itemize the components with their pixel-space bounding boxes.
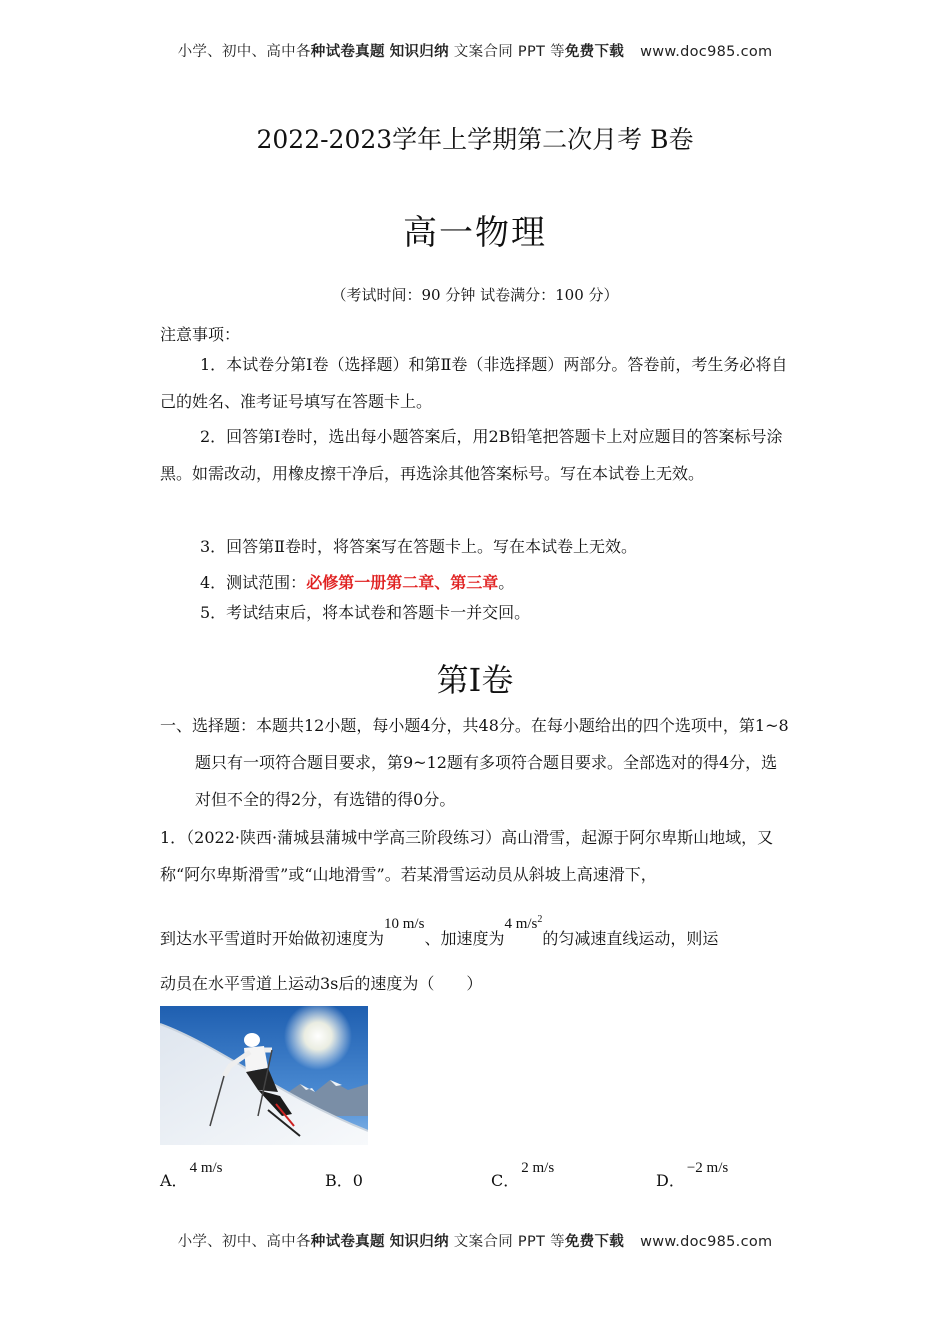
notice-item-5: 5．考试结束后，将本试卷和答题卡一并交回。 (200, 603, 531, 622)
question-1-line-3: 动员在水平雪道上运动3s后的速度为（ ） (160, 974, 483, 993)
option-d (656, 1160, 729, 1191)
subject-title: 高一物理 (403, 213, 547, 253)
option-d-label: D． (656, 1171, 685, 1190)
question-1-line-2 (160, 914, 790, 959)
notice-heading: 注意事项： (160, 325, 241, 344)
option-a-label: A． (160, 1171, 188, 1190)
option-a (160, 1160, 223, 1191)
footer-text-1: 小学、初中、高中各 (177, 1234, 311, 1250)
option-b (325, 1168, 363, 1191)
notice-item-4-prefix: 4．测试范围： (200, 573, 307, 592)
initial-velocity: 10 m/s (384, 916, 425, 932)
header-bold-1: 种试卷真题 (310, 44, 385, 60)
option-d-value: −2 m/s (686, 1160, 729, 1176)
option-b-label: B． (325, 1171, 353, 1190)
skier-photo (160, 1006, 368, 1145)
header-text-3: 文案合同 PPT 等 (448, 44, 565, 60)
notice-item-4-highlight: 必修第一册第二章、第三章 (306, 573, 499, 592)
question-1-text-a: 到达水平雪道时开始做初速度为 (160, 929, 385, 948)
notice-item-3: 3．回答第Ⅱ卷时，将答案写在答题卡上。写在本试卷上无效。 (200, 537, 638, 556)
option-a-value: 4 m/s (189, 1160, 223, 1176)
acceleration (504, 916, 542, 932)
option-b-value: 0 (352, 1171, 363, 1190)
footer-bold-3: 免费下载 (564, 1234, 625, 1250)
acceleration-base: 4 m/s (504, 916, 538, 932)
exam-title: 2022-2023学年上学期第二次月考 B卷 (256, 125, 694, 154)
question-1-text-b: 、加速度为 (424, 929, 505, 948)
header-bold-2: 知识归纳 (389, 44, 449, 60)
header-site-link[interactable]: www.doc985.com (640, 44, 773, 60)
notice-item-4-suffix: 。 (498, 573, 515, 592)
page-footer (0, 1230, 950, 1251)
header-text-1: 小学、初中、高中各 (177, 44, 311, 60)
header-bold-3: 免费下载 (564, 44, 625, 60)
option-c-value: 2 m/s (521, 1160, 555, 1176)
footer-bold-1: 种试卷真题 (310, 1234, 385, 1250)
footer-bold-2: 知识归纳 (389, 1234, 449, 1250)
question-1-stem: 1．（2022·陕西·蒲城县蒲城中学高三阶段练习）高山滑雪，起源于阿尔卑斯山地域，又称“阿尔卑斯滑雪”或“山地滑雪”。若某滑雪运动员从斜坡上高速滑下， (160, 828, 774, 884)
part-one-instructions: 一、选择题：本题共12小题，每小题4分，共48分。在每小题给出的四个选项中，第1~8题只有一项符合题目要求，第9~12题有多项符合题目要求。全部选对的得4分，选对但不全的得2分，有选错的得0分。 (160, 716, 789, 809)
acceleration-exponent: 2 (537, 914, 543, 925)
section-title: 第Ⅰ卷 (436, 661, 514, 699)
exam-info: （考试时间：90 分钟 试卷满分：100 分） (331, 286, 619, 304)
footer-site-link[interactable]: www.doc985.com (640, 1234, 773, 1250)
option-c (491, 1160, 555, 1191)
page-header (0, 40, 950, 61)
footer-text-3: 文案合同 PPT 等 (448, 1234, 565, 1250)
question-1-text-c: 的匀减速直线运动，则运 (542, 929, 719, 948)
option-c-label: C． (491, 1171, 520, 1190)
notice-item-2: 2．回答第Ⅰ卷时，选出每小题答案后，用2B铅笔把答题卡上对应题目的答案标号涂黑。如需改动，用橡皮擦干净后，再选涂其他答案标号。写在本试卷上无效。 (160, 427, 783, 483)
notice-item-1: 1．本试卷分第Ⅰ卷（选择题）和第Ⅱ卷（非选择题）两部分。答卷前，考生务必将自己的姓名、准考证号填写在答题卡上。 (160, 355, 788, 411)
